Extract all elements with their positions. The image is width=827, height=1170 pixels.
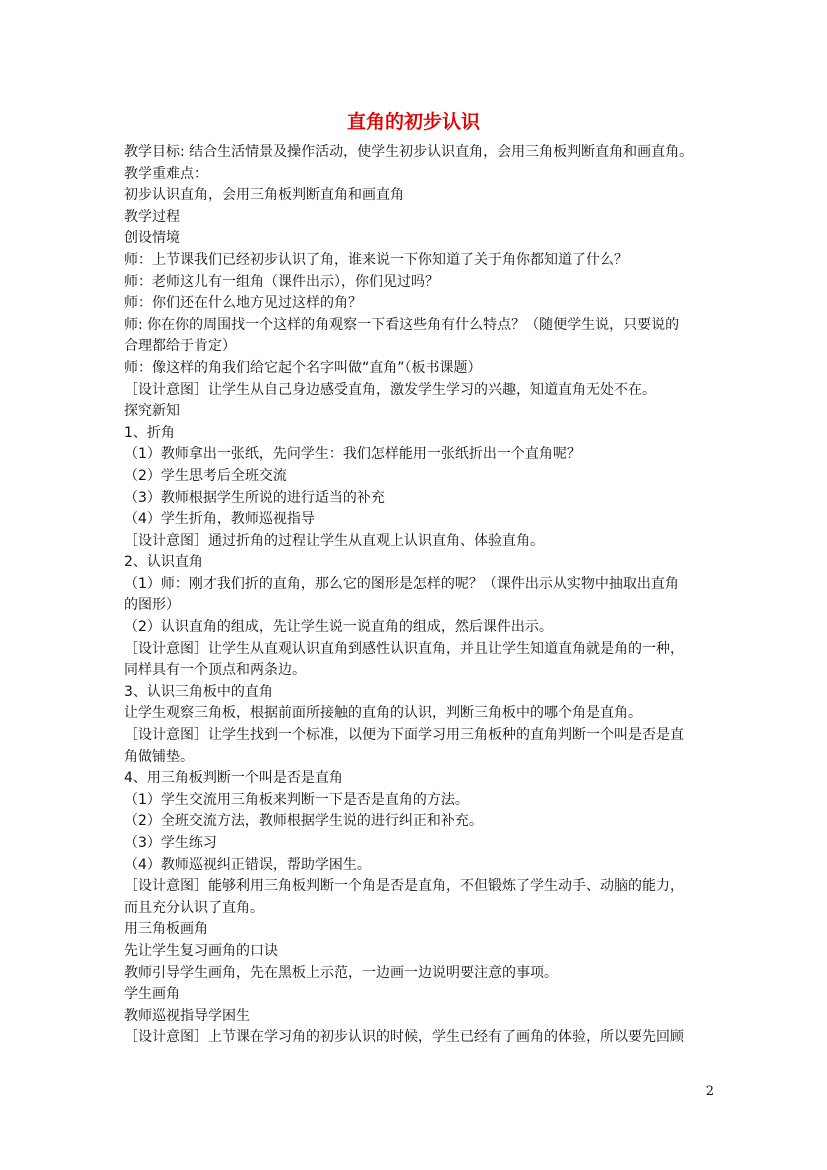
text-line: 学生画角 — [124, 986, 180, 1003]
text-line: 同样具有一个顶点和两条边。 — [124, 662, 306, 679]
text-line: 用三角板画角 — [124, 921, 208, 938]
text-line: 合理都给于肯定） — [124, 338, 236, 355]
text-line: （4）教师巡视纠正错误，帮助学困生。 — [124, 856, 371, 873]
text-line: 教学过程 — [124, 208, 180, 225]
text-line: 先让学生复习画角的口诀 — [124, 942, 278, 959]
text-line: 师: 你在你的周围找一个这样的角观察一下看这些角有什么特点？（随便学生说，只要说的 — [124, 316, 680, 333]
text-line: 而且充分认识了直角。 — [124, 899, 264, 916]
text-line: 2、认识直角 — [124, 554, 203, 571]
text-line: 教学重难点： — [124, 165, 208, 182]
text-line: ［设计意图］上节课在学习角的初步认识的时候，学生已经有了画角的体验，所以要先回顾 — [124, 1029, 684, 1046]
text-line: 师：老师这儿有一组角（课件出示），你们见过吗？ — [124, 273, 439, 290]
text-line: （4）学生折角，教师巡视指导 — [124, 511, 315, 528]
text-line: 教师引导学生画角，先在黑板上示范，一边画一边说明要注意的事项。 — [124, 964, 558, 981]
text-line: （1）学生交流用三角板来判断一下是否是直角的方法。 — [124, 791, 469, 808]
text-line: ［设计意图］让学生从自己身边感受直角，激发学生学习的兴趣，知道直角无处不在。 — [124, 381, 656, 398]
text-line: 的图形） — [124, 597, 180, 614]
text-line: 师：上节课我们已经初步认识了角，谁来说一下你知道了关于角你都知道了什么？ — [124, 251, 628, 268]
text-line: 初步认识直角，会用三角板判断直角和画直角 — [124, 187, 404, 204]
text-line: 师：你们还在什么地方见过这样的角？ — [124, 295, 362, 312]
text-line: （3）学生练习 — [124, 835, 217, 851]
text-line: ［设计意图］让学生找到一个标准，以便为下面学习用三角板种的直角判断一个叫是否是直 — [124, 727, 684, 744]
text-line: ［设计意图］让学生从直观认识直角到感性认识直角，并且让学生知道直角就是角的一种， — [124, 640, 684, 657]
text-line: 探究新知 — [124, 403, 180, 420]
text-line: 教师巡视指导学困生 — [124, 1007, 250, 1024]
document-body — [124, 142, 709, 1049]
text-line: （3）教师根据学生所说的进行适当的补充 — [124, 489, 385, 506]
text-line: 师：像这样的角我们给它起个名字叫做“直角”（板书课题） — [124, 359, 482, 376]
text-line: 3、认识三角板中的直角 — [124, 683, 273, 700]
text-line: 让学生观察三角板，根据前面所接触的直角的认识，判断三角板中的哪个角是直角。 — [124, 705, 642, 722]
text-line: （1）师：刚才我们折的直角，那么它的图形是怎样的呢？（课件出示从实物中抽取出直角 — [124, 575, 679, 592]
text-line: 1、折角 — [124, 424, 175, 441]
text-line: 创设情境 — [124, 230, 180, 247]
text-line: 4、用三角板判断一个叫是否是直角 — [124, 770, 343, 787]
text-line: （1）教师拿出一张纸，先问学生：我们怎样能用一张纸折出一个直角呢？ — [124, 446, 581, 463]
text-line: ［设计意图］通过折角的过程让学生从直观上认识直角、体验直角。 — [124, 532, 544, 549]
text-line: ［设计意图］能够利用三角板判断一个角是否是直角，不但锻炼了学生动手、动脑的能力， — [124, 878, 684, 895]
text-line: （2）全班交流方法，教师根据学生说的进行纠正和补充。 — [124, 813, 483, 830]
text-line: （2）认识直角的组成，先让学生说一说直角的组成，然后课件出示。 — [124, 619, 553, 636]
text-line: （2）学生思考后全班交流 — [124, 467, 287, 484]
text-line: 教学目标: 结合生活情景及操作活动，使学生初步认识直角，会用三角板判断直角和画直角。 — [124, 144, 694, 160]
text-line: 角做铺垫。 — [124, 748, 194, 765]
page-number: 2 — [705, 1084, 714, 1099]
document-title: 直角的初步认识 — [346, 111, 480, 133]
